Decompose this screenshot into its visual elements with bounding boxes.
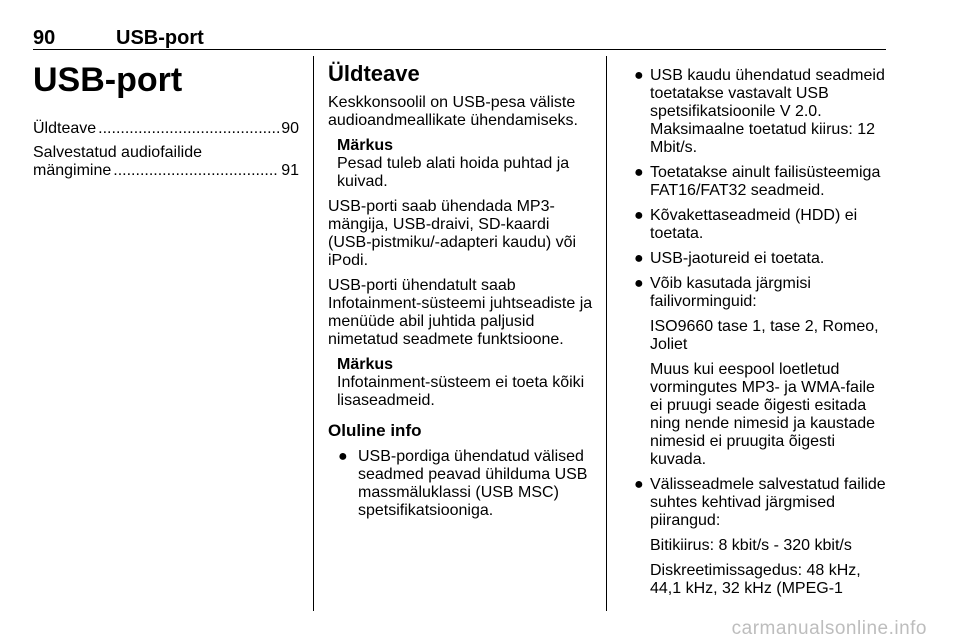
middle-column [328,60,596,527]
toc-label: mängimine [33,162,112,179]
bullet-item [628,207,890,243]
toc-label: Üldteave [33,120,97,137]
bullet-text: Toetatakse ainult failisüsteemiga FAT16/FAT32 seadmeid. [650,164,881,199]
column-divider-right [606,56,607,611]
note-label: Märkus [337,356,394,373]
page-number: 90 [33,27,56,49]
toc-page: 91 [281,162,299,179]
table-of-contents [33,120,299,180]
bullet-text: USB-jaotureid ei toetata. [650,250,825,267]
bullet-item [628,275,890,469]
header-rule [33,49,886,50]
bullet-subtext: ISO9660 tase 1, tase 2, Romeo, Joliet [650,318,879,353]
section-title: Üldteave [328,61,420,86]
intro-paragraph: Keskkonsoolil on USB-pesa väliste audioandmeallikate ühendamiseks. [328,94,578,129]
bullet-item [628,67,890,157]
bullet-subtext: Diskreetimissagedus: 48 kHz, 44,1 kHz, 32 kHz (MPEG-1 [650,562,861,597]
note-text: Infotainment-süsteem ei toeta kõiki lisaseadmeid. [337,374,585,409]
note-box [328,356,596,410]
bullet-icon: ● [634,164,644,181]
bullet-icon: ● [634,67,644,84]
bullet-item [628,164,890,200]
note-text: Pesad tuleb alati hoida puhtad ja kuivad. [337,155,570,190]
bullet-text: USB-pordiga ühendatud välised seadmed peavad ühilduma USB massmäluklassi (USB MSC) spetsifikatsiooniga. [358,448,588,519]
bullet-subtext: Bitikiirus: 8 kbit/s - 320 kbit/s [650,537,852,554]
bullet-text: Võib kasutada järgmisi failivorminguid: [650,275,811,310]
toc-entry-uldteave[interactable] [33,120,299,138]
toc-page: 90 [281,120,299,137]
bullet-item [328,448,596,520]
bullet-icon: ● [634,250,644,267]
note-box [328,137,596,191]
bullet-item [628,250,890,268]
subheading: Oluline info [328,421,422,440]
bullet-icon: ● [634,207,644,224]
bullet-text: Kõvakettaseadmeid (HDD) ei toetata. [650,207,858,242]
bullet-icon: ● [634,476,644,493]
bullet-icon: ● [634,275,644,292]
watermark: carmanualsonline.info [731,618,927,639]
toc-entry-salvestatud[interactable] [33,144,299,180]
bullet-icon: ● [338,448,348,465]
column-divider-left [313,56,314,611]
note-label: Märkus [337,137,394,154]
toc-leader-dots [113,162,279,180]
bullet-item [628,476,890,598]
right-column [628,67,890,605]
toc-label-line1: Salvestatud audiofailide [33,144,203,161]
bullet-text: USB kaudu ühendatud seadmeid toetatakse vastavalt USB spetsifikatsioonile V 2.0. Maksimaalne toetatud kiirus: 12 Mbit/s. [650,67,885,156]
running-title: USB-port [116,27,204,49]
bullet-subtext: Muus kui eespool loetletud vormingutes MP3- ja WMA-faile ei pruugi seade õigesti esitada ning nende nimesid ja kaustade nimesid ei pruugita õigesti kuvada. [650,361,876,468]
bullet-text: Välisseadmele salvestatud failide suhtes kehtivad järgmised piirangud: [650,476,886,529]
paragraph: USB-porti saab ühendada MP3-mängija, USB-draivi, SD-kaardi (USB-pistmiku/-adapteri kaudu) või iPodi. [328,198,577,269]
chapter-title: USB-port [33,61,183,99]
paragraph: USB-porti ühendatult saab Infotainment-süsteemi juhtseadiste ja menüüde abil juhtida paljusid nimetatud seadmete funktsioone. [328,277,593,348]
toc-leader-dots [98,120,279,138]
left-column [33,60,299,186]
